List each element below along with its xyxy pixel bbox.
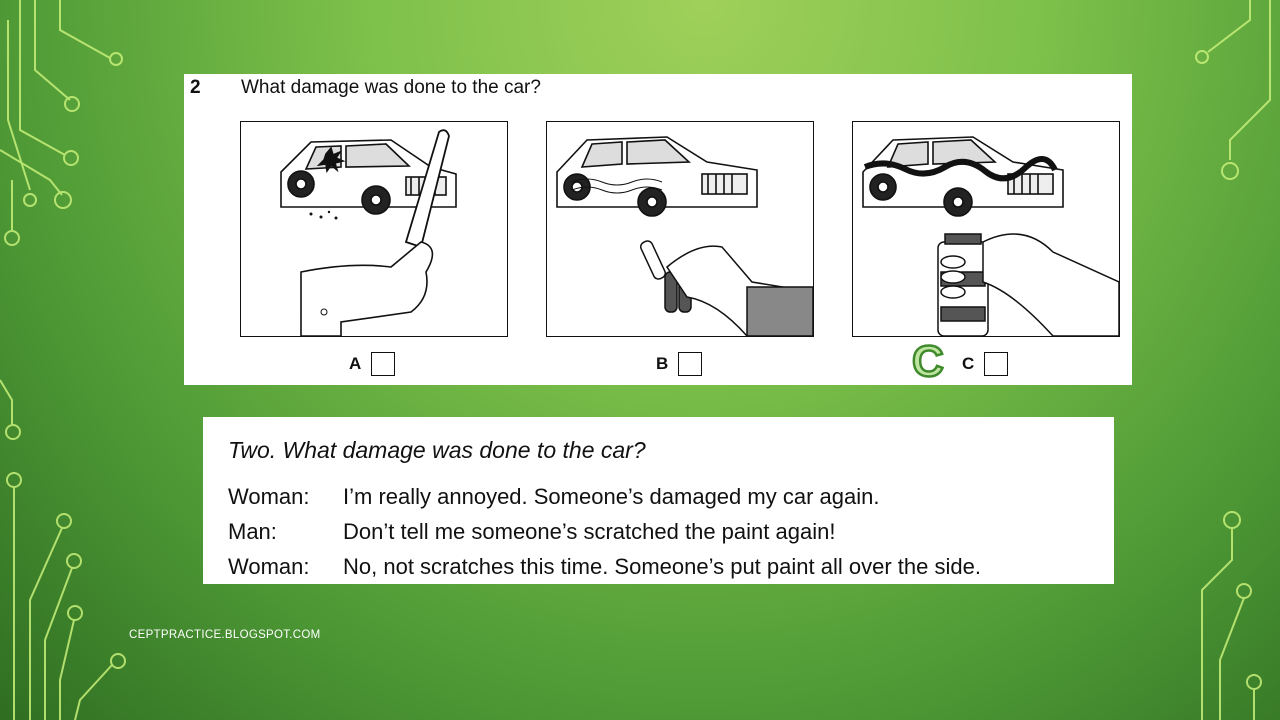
speaker-label: Woman: (228, 554, 310, 579)
option-b-letter: B (656, 354, 669, 373)
question-panel (184, 74, 1132, 385)
transcript-line (228, 554, 981, 580)
transcript-line (228, 519, 835, 545)
dialogue-text: I’m really annoyed. Someone’s damaged my car again. (343, 484, 880, 509)
speaker-label: Woman: (228, 484, 310, 509)
question-text: What damage was done to the car? (241, 77, 541, 98)
footer-source: CEPTPRACTICE.BLOGSPOT.COM (129, 629, 321, 641)
option-b-checkbox[interactable] (678, 352, 702, 376)
option-b[interactable] (656, 352, 702, 376)
circuit-decoration-left (0, 0, 140, 720)
picture-c (852, 121, 1120, 337)
option-a-letter: A (349, 354, 362, 373)
transcript-line (228, 484, 879, 510)
option-a-checkbox[interactable] (371, 352, 395, 376)
circuit-decoration-right (1180, 0, 1280, 720)
option-c[interactable] (962, 352, 1008, 376)
transcript-title: Two. What damage was done to the car? (228, 437, 646, 463)
car-spray-illustration (853, 122, 1119, 336)
option-c-checkbox[interactable] (984, 352, 1008, 376)
car-bat-illustration (241, 122, 507, 336)
option-a[interactable] (349, 352, 395, 376)
answer-marker: C (912, 337, 944, 386)
dialogue-text: No, not scratches this time. Someone’s put paint all over the side. (343, 554, 981, 579)
speaker-label: Man: (228, 519, 277, 544)
picture-b (546, 121, 814, 337)
dialogue-text: Don’t tell me someone’s scratched the paint again! (343, 519, 836, 544)
car-keys-illustration (547, 122, 813, 336)
question-number: 2 (190, 77, 201, 98)
picture-a (240, 121, 508, 337)
option-c-letter: C (962, 354, 975, 373)
transcript-panel (203, 417, 1114, 584)
